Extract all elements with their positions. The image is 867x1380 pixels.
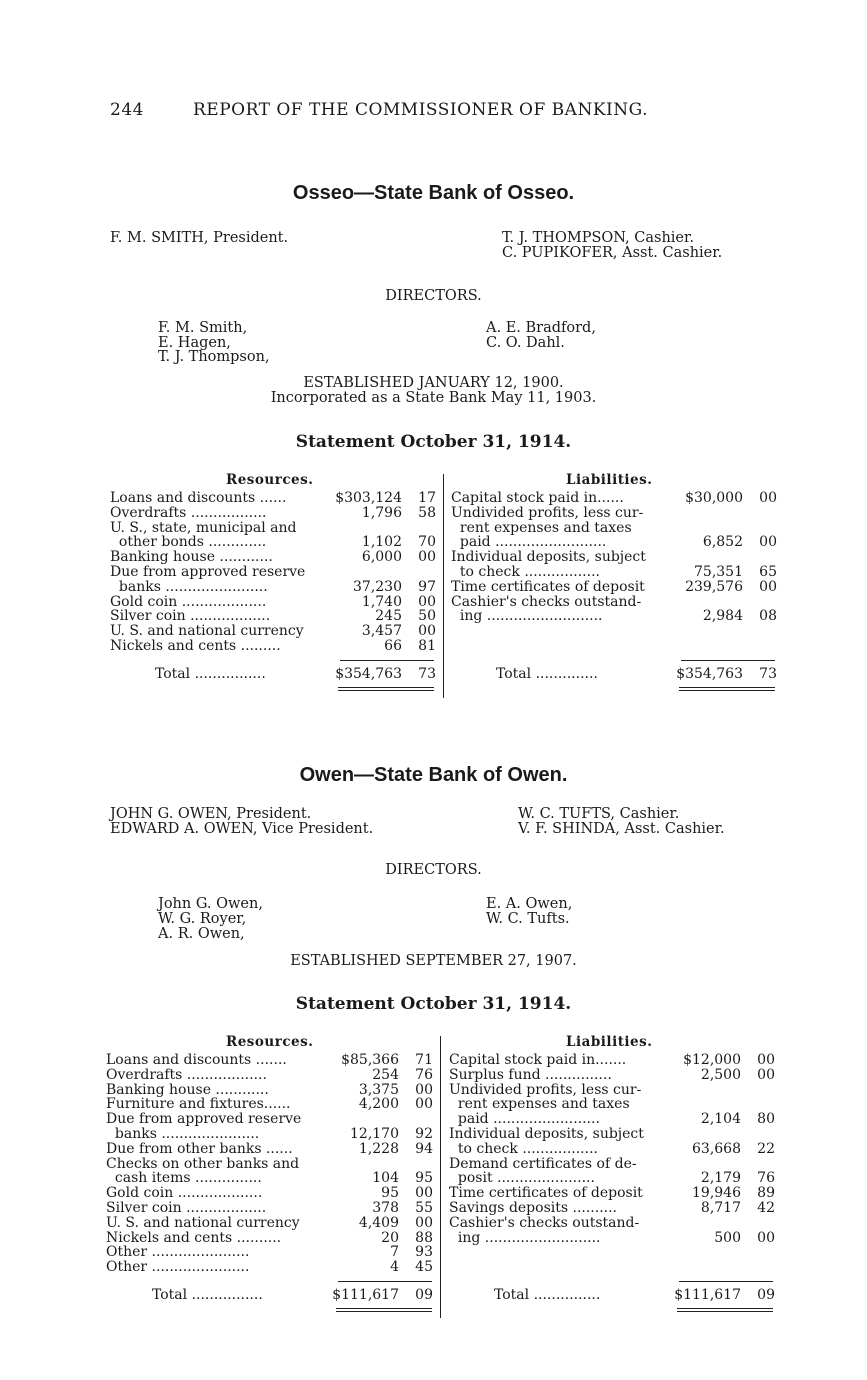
ledger-item-dollars: 66: [384, 637, 402, 654]
ledger-item-cents: 80: [757, 1111, 775, 1128]
ledger-item-label: rent expenses and taxes: [449, 1097, 630, 1113]
ledger-row: [106, 1186, 433, 1201]
total-dollars: $111,617: [674, 1287, 741, 1303]
ledger-item-label: Undivided profits, less cur-: [449, 1082, 642, 1098]
ledger-item-cents: 00: [757, 1066, 775, 1083]
director-name: A. R. Owen,: [158, 926, 245, 942]
column-divider: [440, 1036, 441, 1318]
ledger-item-dollars: 2,104: [700, 1111, 741, 1128]
double-rule: [336, 1308, 432, 1312]
ledger-item-cents: 00: [418, 593, 436, 610]
ledger-row: [449, 1142, 775, 1157]
ledger-item-dollars: 7: [390, 1244, 399, 1261]
ledger-item-label: Due from approved reserve: [110, 564, 306, 580]
ledger-item-dollars: 3,457: [361, 623, 402, 640]
officer-president: F. M. SMITH, President.: [110, 230, 289, 246]
ledger-item-cents: 42: [757, 1199, 775, 1216]
ledger-row: [451, 506, 777, 521]
officer-asst-cashier: V. F. SHINDA, Asst. Cashier.: [518, 821, 725, 837]
ledger-item-cents: 00: [759, 534, 777, 551]
statement-title: Statement October 31, 1914.: [295, 994, 572, 1014]
ledger-item-cents: 00: [757, 1229, 775, 1246]
ledger-item-dollars: 19,946: [692, 1185, 741, 1202]
ledger-item-dollars: 254: [372, 1066, 399, 1083]
double-rule: [338, 687, 434, 691]
ledger-item-dollars: $303,124: [335, 490, 402, 506]
ledger-row: [110, 580, 436, 595]
ledger-item-dollars: 1,228: [358, 1140, 399, 1157]
ledger-item-label: Silver coin ..................: [106, 1200, 267, 1216]
double-rule: [679, 687, 775, 691]
ledger-item-label: Overdrafts ..................: [106, 1067, 267, 1083]
ledger-item-dollars: 63,668: [692, 1140, 741, 1157]
ledger-item-label: Individual deposits, subject: [451, 550, 646, 565]
ledger-item-label: to check .................: [451, 564, 600, 580]
liabilities-list: [449, 1053, 775, 1245]
ledger-item-dollars: 1,740: [361, 593, 402, 610]
ledger-row: [110, 565, 436, 580]
ledger-row: [110, 624, 436, 639]
ledger-row: [449, 1127, 775, 1142]
resources-total-row: [155, 667, 436, 682]
ledger-row: [451, 580, 777, 595]
ledger-item-label: Nickels and cents ..........: [106, 1230, 282, 1246]
ledger-item-cents: 00: [759, 490, 777, 506]
ledger-item-label: Checks on other banks and: [106, 1156, 300, 1172]
ledger-item-cents: 00: [418, 549, 436, 566]
ledger-item-cents: 50: [418, 608, 436, 625]
ledger-item-dollars: 6,852: [702, 534, 743, 551]
ledger-item-label: Nickels and cents .........: [110, 638, 281, 654]
ledger-item-label: U. S., state, municipal and: [110, 520, 297, 536]
resources-heading: Resources.: [226, 1034, 314, 1050]
director-name: F. M. Smith,: [158, 320, 248, 336]
ledger-item-cents: 95: [415, 1170, 433, 1187]
total-label: Total ...............: [494, 1288, 601, 1303]
officer-vice-president: EDWARD A. OWEN, Vice President.: [110, 821, 374, 837]
total-dollars: $354,763: [676, 666, 743, 682]
ledger-item-cents: 65: [759, 563, 777, 580]
established-line: ESTABLISHED JANUARY 12, 1900.: [303, 375, 564, 391]
ledger-item-label: other bonds .............: [110, 535, 267, 551]
ledger-item-cents: 45: [415, 1259, 433, 1276]
ledger-item-label: U. S. and national currency: [110, 624, 304, 639]
director-name: E. Hagen,: [158, 335, 231, 351]
ledger-item-label: Furniture and fixtures......: [106, 1097, 291, 1113]
liabilities-total-row: [496, 667, 777, 682]
ledger-item-label: Other ......................: [106, 1245, 250, 1261]
ledger-item-dollars: 239,576: [685, 578, 743, 595]
running-title: REPORT OF THE COMMISSIONER OF BANKING.: [193, 100, 648, 120]
ledger-item-label: Loans and discounts ......: [110, 491, 287, 506]
ledger-item-cents: 17: [418, 490, 436, 506]
ledger-item-label: paid ........................: [449, 1112, 600, 1127]
sum-rule: [340, 660, 434, 661]
ledger-item-label: Capital stock paid in......: [451, 491, 624, 506]
ledger-item-dollars: 37,230: [353, 578, 402, 595]
ledger-item-dollars: 4: [390, 1259, 399, 1276]
directors-heading: DIRECTORS.: [385, 862, 482, 878]
resources-heading: Resources.: [226, 472, 314, 488]
director-name: John G. Owen,: [158, 896, 263, 912]
ledger-item-dollars: 378: [372, 1199, 399, 1216]
ledger-row: [449, 1083, 775, 1098]
ledger-item-label: Cashier's checks outstand-: [451, 594, 642, 610]
ledger-row: [106, 1216, 433, 1231]
ledger-item-dollars: 1,102: [361, 534, 402, 551]
ledger-item-cents: 92: [415, 1125, 433, 1142]
ledger-item-label: Savings deposits ..........: [449, 1200, 617, 1216]
ledger-item-dollars: $30,000: [685, 490, 743, 506]
ledger-row: [449, 1231, 775, 1246]
director-name: A. E. Bradford,: [486, 320, 596, 336]
director-name: W. G. Royer,: [158, 911, 247, 927]
ledger-row: [451, 609, 777, 624]
ledger-item-cents: 22: [757, 1140, 775, 1157]
ledger-row: [106, 1097, 433, 1112]
ledger-row: [106, 1260, 433, 1275]
ledger-row: [106, 1068, 433, 1083]
ledger-item-cents: 89: [757, 1185, 775, 1202]
ledger-row: [449, 1186, 775, 1201]
ledger-item-label: Undivided profits, less cur-: [451, 505, 644, 521]
total-cents: 09: [415, 1287, 433, 1303]
liabilities-heading: Liabilities.: [566, 1034, 653, 1050]
ledger-item-dollars: 4,409: [358, 1214, 399, 1231]
total-dollars: $111,617: [332, 1287, 399, 1303]
ledger-item-cents: 00: [415, 1214, 433, 1231]
total-cents: 73: [759, 666, 777, 682]
total-label: Total ................: [155, 667, 266, 682]
ledger-row: [106, 1083, 433, 1098]
ledger-item-label: Surplus fund ...............: [449, 1067, 612, 1083]
ledger-item-cents: 00: [759, 578, 777, 595]
ledger-item-label: rent expenses and taxes: [451, 520, 632, 536]
ledger-row: [451, 491, 777, 506]
ledger-item-cents: 00: [415, 1096, 433, 1113]
ledger-item-label: cash items ...............: [106, 1171, 262, 1187]
ledger-row: [451, 535, 777, 550]
ledger-item-label: Time certificates of deposit: [449, 1186, 643, 1201]
ledger-item-label: Other ......................: [106, 1260, 250, 1275]
ledger-row: [449, 1112, 775, 1127]
ledger-row: [110, 550, 436, 565]
ledger-item-dollars: 6,000: [361, 549, 402, 566]
ledger-row: [106, 1157, 433, 1172]
statement-title: Statement October 31, 1914.: [295, 432, 572, 452]
ledger-item-label: banks .......................: [110, 579, 268, 595]
ledger-row: [106, 1201, 433, 1216]
liabilities-total-row: [494, 1288, 775, 1303]
ledger-item-cents: 70: [418, 534, 436, 551]
total-label: Total ................: [152, 1288, 263, 1303]
sum-rule: [679, 1281, 773, 1282]
ledger-item-dollars: 245: [375, 608, 402, 625]
ledger-row: [106, 1053, 433, 1068]
ledger-row: [106, 1245, 433, 1260]
ledger-row: [449, 1201, 775, 1216]
ledger-item-cents: 55: [415, 1199, 433, 1216]
directors-heading: DIRECTORS.: [385, 288, 482, 304]
ledger-item-dollars: 2,984: [702, 608, 743, 625]
ledger-item-label: banks ......................: [106, 1126, 260, 1142]
ledger-item-label: Cashier's checks outstand-: [449, 1215, 640, 1231]
incorporated-line: Incorporated as a State Bank May 11, 1903.: [270, 390, 597, 406]
page-number: 244: [110, 100, 144, 120]
ledger-item-dollars: 2,500: [700, 1066, 741, 1083]
ledger-item-dollars: 20: [381, 1229, 399, 1246]
ledger-item-label: Silver coin ..................: [110, 609, 271, 625]
total-label: Total ..............: [496, 667, 598, 682]
ledger-item-dollars: 1,796: [361, 504, 402, 521]
ledger-row: [110, 491, 436, 506]
ledger-item-label: Gold coin ...................: [110, 594, 267, 610]
ledger-item-dollars: 104: [372, 1170, 399, 1187]
officer-cashier: T. J. THOMPSON, Cashier.: [502, 230, 694, 246]
ledger-row: [451, 595, 777, 610]
ledger-item-cents: 00: [415, 1081, 433, 1098]
ledger-item-cents: 00: [418, 623, 436, 640]
total-cents: 73: [418, 666, 436, 682]
ledger-item-dollars: 95: [381, 1185, 399, 1202]
ledger-row: [110, 595, 436, 610]
column-divider: [443, 474, 444, 698]
ledger-row: [449, 1171, 775, 1186]
ledger-row: [451, 550, 777, 565]
ledger-item-label: Banking house ............: [110, 550, 273, 565]
ledger-item-label: Overdrafts .................: [110, 505, 267, 521]
ledger-item-cents: 88: [415, 1229, 433, 1246]
director-name: C. O. Dahl.: [486, 335, 565, 351]
ledger-item-label: posit ......................: [449, 1171, 595, 1187]
ledger-item-dollars: 75,351: [694, 563, 743, 580]
ledger-item-cents: 71: [415, 1052, 433, 1068]
resources-total-row: [152, 1288, 433, 1303]
ledger-item-cents: 94: [415, 1140, 433, 1157]
ledger-item-cents: 08: [759, 608, 777, 625]
resources-list: [110, 491, 436, 654]
total-dollars: $354,763: [335, 666, 402, 682]
director-name: T. J. Thompson,: [158, 349, 270, 365]
ledger-row: [106, 1231, 433, 1246]
ledger-item-cents: 97: [418, 578, 436, 595]
ledger-item-cents: 81: [418, 637, 436, 654]
ledger-row: [449, 1053, 775, 1068]
ledger-item-dollars: 12,170: [350, 1125, 399, 1142]
director-name: W. C. Tufts.: [486, 911, 570, 927]
liabilities-heading: Liabilities.: [566, 472, 653, 488]
liabilities-list: [451, 491, 777, 624]
ledger-item-dollars: 8,717: [700, 1199, 741, 1216]
ledger-item-cents: 00: [757, 1052, 775, 1068]
ledger-item-dollars: $12,000: [683, 1052, 741, 1068]
ledger-item-dollars: 4,200: [358, 1096, 399, 1113]
sum-rule: [681, 660, 775, 661]
ledger-item-label: ing ..........................: [449, 1230, 601, 1246]
ledger-row: [449, 1216, 775, 1231]
ledger-item-label: Loans and discounts .......: [106, 1053, 287, 1068]
officer-president: JOHN G. OWEN, President.: [110, 806, 312, 822]
ledger-item-cents: 58: [418, 504, 436, 521]
ledger-item-label: Due from approved reserve: [106, 1112, 302, 1127]
ledger-item-label: Banking house ............: [106, 1082, 269, 1098]
ledger-item-cents: 76: [757, 1170, 775, 1187]
bank-title: Osseo—State Bank of Osseo.: [292, 182, 575, 204]
ledger-item-cents: 76: [415, 1066, 433, 1083]
ledger-item-label: U. S. and national currency: [106, 1215, 300, 1231]
ledger-item-label: Gold coin ...................: [106, 1186, 263, 1201]
ledger-item-dollars: 2,179: [700, 1170, 741, 1187]
ledger-item-dollars: 500: [714, 1229, 741, 1246]
resources-list: [106, 1053, 433, 1275]
double-rule: [677, 1308, 773, 1312]
ledger-row: [106, 1142, 433, 1157]
ledger-item-label: Time certificates of deposit: [451, 579, 645, 595]
ledger-item-label: Due from other banks ......: [106, 1141, 293, 1157]
ledger-row: [449, 1068, 775, 1083]
ledger-item-dollars: $85,366: [341, 1052, 399, 1068]
total-cents: 09: [757, 1287, 775, 1303]
ledger-row: [110, 521, 436, 536]
ledger-item-label: Demand certificates of de-: [449, 1156, 637, 1172]
director-name: E. A. Owen,: [486, 896, 573, 912]
ledger-item-label: to check .................: [449, 1141, 598, 1157]
ledger-row: [110, 535, 436, 550]
ledger-item-label: paid .........................: [451, 535, 607, 551]
ledger-row: [449, 1157, 775, 1172]
bank-title: Owen—State Bank of Owen.: [299, 764, 568, 786]
officer-cashier: W. C. TUFTS, Cashier.: [518, 806, 680, 822]
ledger-item-dollars: 3,375: [358, 1081, 399, 1098]
ledger-item-cents: 93: [415, 1244, 433, 1261]
ledger-row: [451, 521, 777, 536]
ledger-row: [110, 609, 436, 624]
ledger-item-label: Capital stock paid in.......: [449, 1053, 627, 1068]
established-line: ESTABLISHED SEPTEMBER 27, 1907.: [290, 953, 577, 969]
ledger-row: [451, 565, 777, 580]
ledger-item-label: ing ..........................: [451, 609, 603, 625]
ledger-row: [449, 1097, 775, 1112]
ledger-item-label: Individual deposits, subject: [449, 1126, 644, 1142]
sum-rule: [338, 1281, 432, 1282]
ledger-row: [110, 506, 436, 521]
ledger-item-cents: 00: [415, 1185, 433, 1202]
ledger-row: [106, 1112, 433, 1127]
officer-asst-cashier: C. PUPIKOFER, Asst. Cashier.: [502, 245, 723, 261]
ledger-row: [110, 639, 436, 654]
ledger-row: [106, 1127, 433, 1142]
ledger-row: [106, 1171, 433, 1186]
